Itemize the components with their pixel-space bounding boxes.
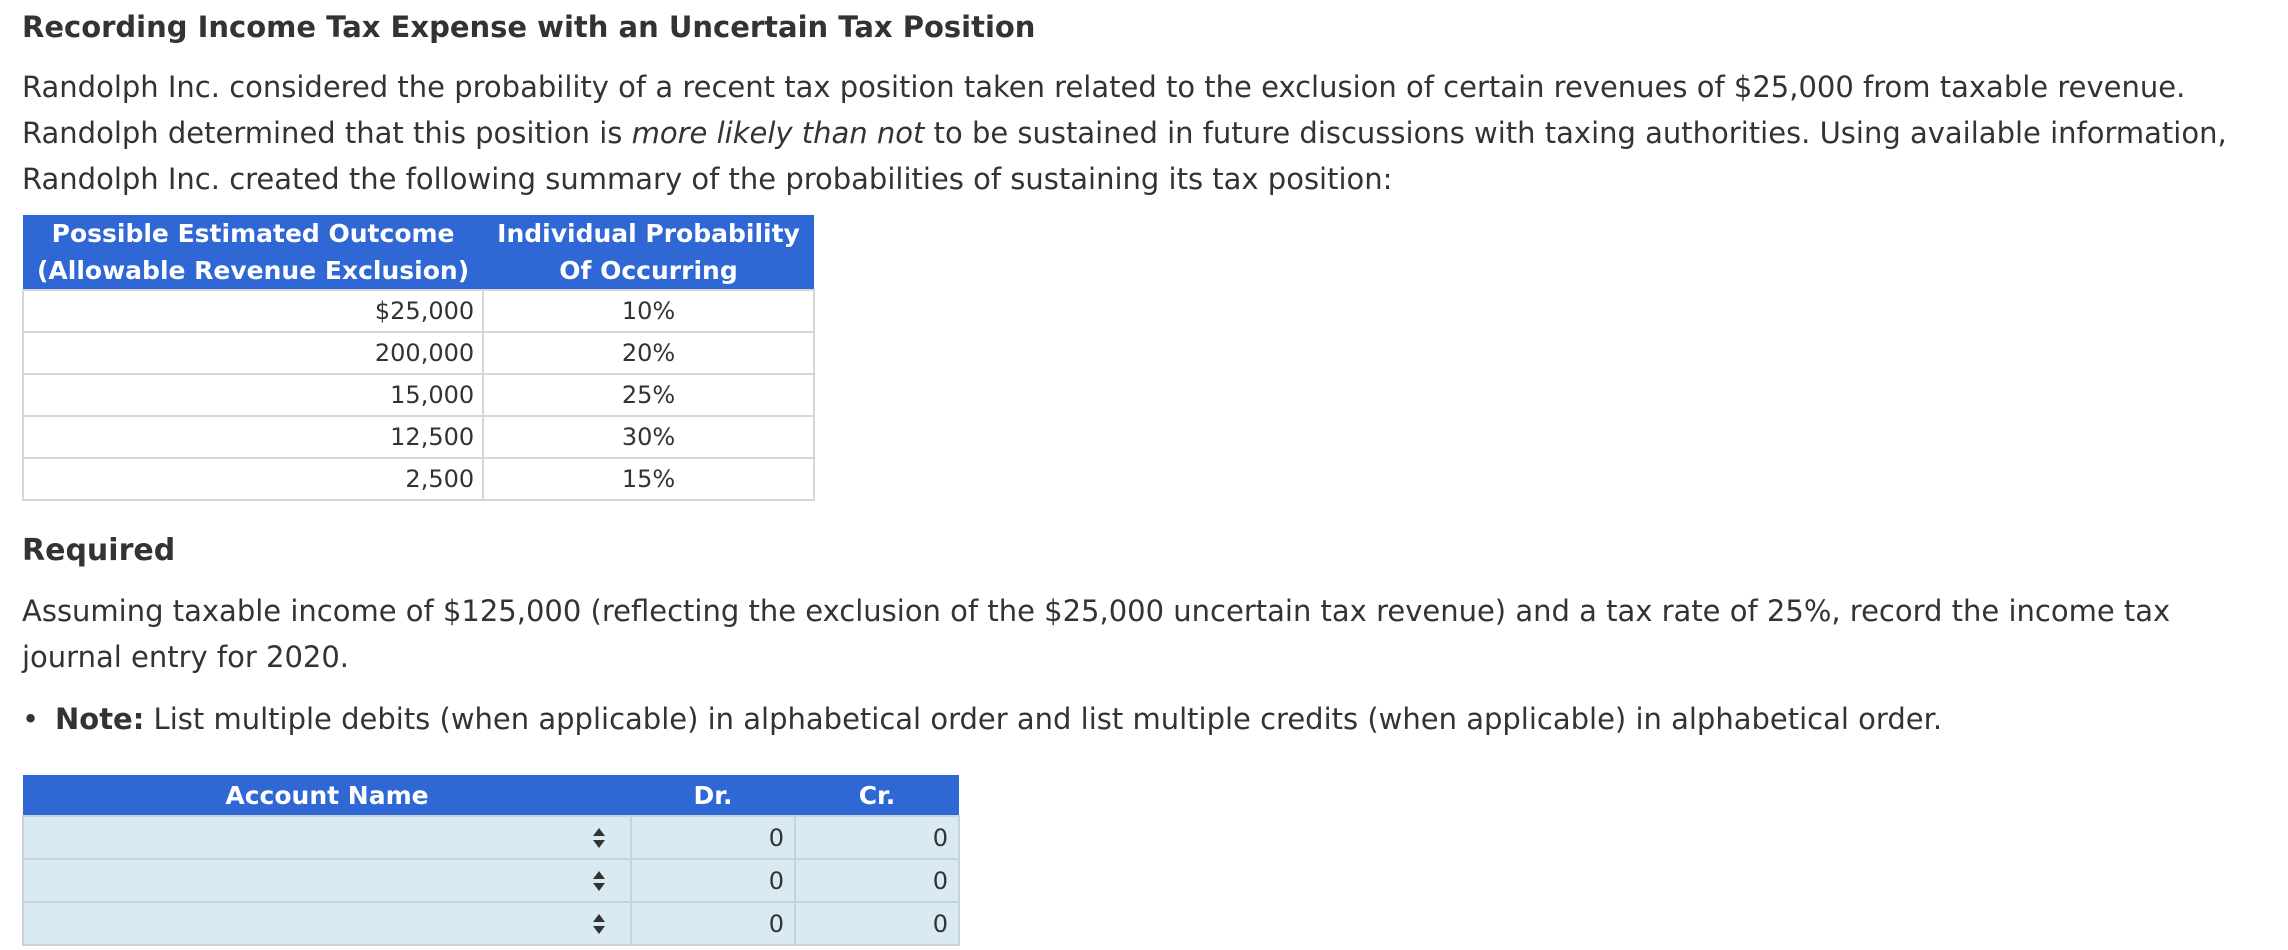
table-row [23, 290, 814, 332]
intro-emphasis: more likely than not [631, 116, 925, 150]
note-item [22, 700, 1942, 738]
outcome-amount: $25,000 [23, 290, 483, 332]
credit-input[interactable]: 0 [795, 902, 959, 945]
debit-input[interactable]: 0 [631, 816, 795, 859]
intro-paragraph [22, 64, 2262, 202]
intro-text-2: to be sustained in future discussions with taxing authorities. Using available information, Randolph Inc. created the following summary of the probabilities of sustaining its tax position: [22, 116, 2227, 196]
journal-row [23, 816, 959, 859]
table-row [23, 458, 814, 500]
outcome-probability: 25% [483, 374, 814, 416]
probability-table [22, 215, 815, 501]
debit-header: Dr. [631, 775, 795, 816]
up-down-arrows-icon[interactable] [592, 827, 606, 849]
probability-header-line1: Individual Probability [483, 215, 814, 252]
account-name-header: Account Name [23, 775, 631, 816]
intro-text-1: Randolph Inc. considered the probability of a recent tax position taken related to the exclusion of certain revenues of $25,000 from taxable revenue. Randolph determined that this position is [22, 70, 2186, 150]
outcome-probability: 30% [483, 416, 814, 458]
up-down-arrows-icon[interactable] [592, 870, 606, 892]
debit-input[interactable]: 0 [631, 859, 795, 902]
outcome-amount: 2,500 [23, 458, 483, 500]
table-row [23, 374, 814, 416]
outcome-amount: 15,000 [23, 374, 483, 416]
credit-header: Cr. [795, 775, 959, 816]
note-label: Note: [55, 702, 145, 736]
journal-entry-table [22, 775, 960, 946]
outcome-probability: 15% [483, 458, 814, 500]
journal-row [23, 859, 959, 902]
debit-input[interactable]: 0 [631, 902, 795, 945]
up-down-arrows-icon[interactable] [592, 913, 606, 935]
outcome-header-line2: (Allowable Revenue Exclusion) [23, 252, 483, 290]
account-select[interactable] [23, 816, 631, 859]
credit-input[interactable]: 0 [795, 816, 959, 859]
page-title: Recording Income Tax Expense with an Uncertain Tax Position [22, 10, 1036, 44]
note-text: List multiple debits (when applicable) in alphabetical order and list multiple credits (when applicable) in alphabetical order. [144, 702, 1943, 736]
table-row [23, 332, 814, 374]
account-select[interactable] [23, 859, 631, 902]
required-heading: Required [22, 533, 176, 568]
outcome-amount: 200,000 [23, 332, 483, 374]
outcome-amount: 12,500 [23, 416, 483, 458]
table-row [23, 416, 814, 458]
credit-input[interactable]: 0 [795, 859, 959, 902]
journal-row [23, 902, 959, 945]
outcome-probability: 10% [483, 290, 814, 332]
outcome-probability: 20% [483, 332, 814, 374]
bullet-icon: • [22, 702, 40, 736]
account-select[interactable] [23, 902, 631, 945]
probability-header-line2: Of Occurring [483, 252, 814, 290]
required-text: Assuming taxable income of $125,000 (reflecting the exclusion of the $25,000 uncertain tax revenue) and a tax rate of 25%, record the income tax journal entry for 2020. [22, 594, 2171, 674]
outcome-header-line1: Possible Estimated Outcome [23, 215, 483, 252]
